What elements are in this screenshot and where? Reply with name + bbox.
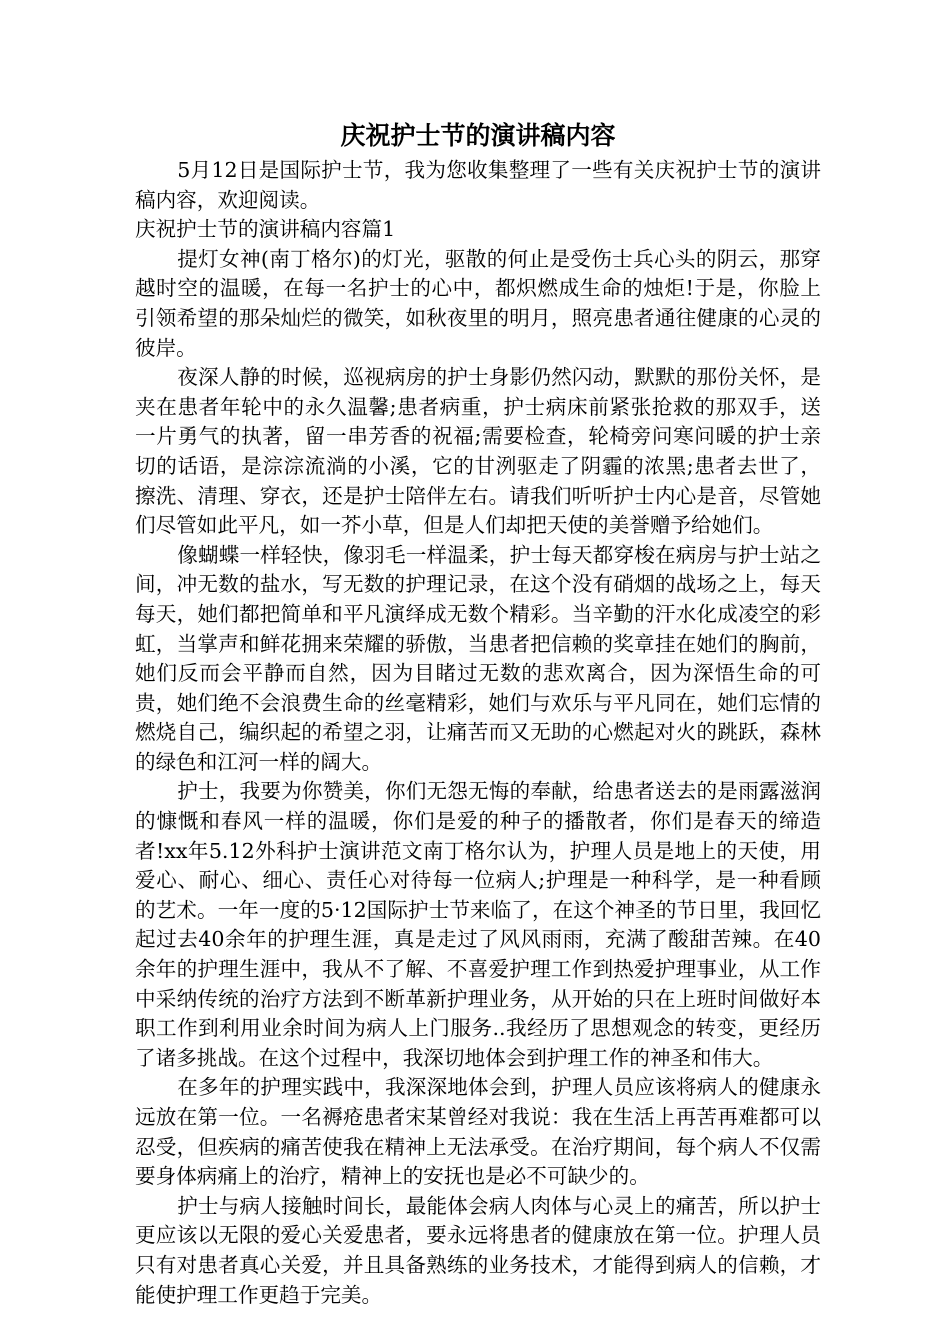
body-paragraph-2: 夜深人静的时候，巡视病房的护士身影仍然闪动，默默的那份关怀，是夹在患者年轮中的永久温馨;患者病重，护士病床前紧张抢救的那双手，送一片勇气的执著，留一串芳香的祝福;需要检查，轮椅旁问寒问暖的护士亲切的话语，是淙淙流淌的小溪，它的甘洌驱走了阴霾的浓黑;患者去世了，擦洗、清理、穿衣，还是护士陪伴左右。请我们听听护士内心是音，尽管她们尽管如此平凡，如一芥小草，但是人们却把天使的美誉赠予给她们。	[135, 365, 821, 538]
body-paragraph-1: 提灯女神(南丁格尔)的灯光，驱散的何止是受伤士兵心头的阴云，那穿越时空的温暖，在每一名护士的心中，都炽燃成生命的烛炬!于是，你脸上引领希望的那朵灿烂的微笑，如秋夜里的明月，照亮患者通往健康的心灵的彼岸。	[135, 246, 821, 360]
intro-paragraph: 5月12日是国际护士节，我为您收集整理了一些有关庆祝护士节的演讲稿内容，欢迎阅读。	[135, 158, 821, 212]
section-heading: 庆祝护士节的演讲稿内容篇1	[135, 217, 396, 242]
document-page	[135, 116, 821, 1310]
body-paragraph-3: 像蝴蝶一样轻快，像羽毛一样温柔，护士每天都穿梭在病房与护士站之间，冲无数的盐水，写无数的护理记录，在这个没有硝烟的战场之上，每天每天，她们都把简单和平凡演绎成无数个精彩。当辛勤的汗水化成凌空的彩虹，当掌声和鲜花拥来荣耀的骄傲，当患者把信赖的奖章挂在她们的胸前，她们反而会平静而自然，因为目睹过无数的悲欢离合，因为深悟生命的可贵，她们绝不会浪费生命的丝毫精彩，她们与欢乐与平凡同在，她们忘情的燃烧自己，编织起的希望之羽，让痛苦而又无助的心燃起对火的跳跃，森林的绿色和江河一样的阔大。	[135, 542, 821, 774]
body-paragraph-6: 护士与病人接触时间长，最能体会病人肉体与心灵上的痛苦，所以护士更应该以无限的爱心关爱患者，要永远将患者的健康放在第一位。护理人员只有对患者真心关爱，并且具备熟练的业务技术，才能得到病人的信赖，才能使护理工作更趋于完美。	[135, 1193, 821, 1307]
body-paragraph-5: 在多年的护理实践中，我深深地体会到，护理人员应该将病人的健康永远放在第一位。一名褥疮患者宋某曾经对我说：我在生活上再苦再难都可以忍受，但疾病的痛苦使我在精神上无法承受。在治疗期间，每个病人不仅需要身体病痛上的治疗，精神上的安抚也是必不可缺少的。	[135, 1075, 821, 1189]
document-title: 庆祝护士节的演讲稿内容	[340, 121, 616, 150]
body-paragraph-4: 护士，我要为你赞美，你们无怨无悔的奉献，给患者送去的是雨露滋润的慷慨和春风一样的温暖，你们是爱的种子的播散者，你们是春天的缔造者!xx年5.12外科护士演讲范文南丁格尔认为，护理人员是地上的天使，用爱心、耐心、细心、责任心对待每一位病人;护理是一种科学，是一种看顾的艺术。一年一度的5·12国际护士节来临了，在这个神圣的节日里，我回忆起过去40余年的护理生涯，真是走过了风风雨雨，充满了酸甜苦辣。在40余年的护理生涯中，我从不了解、不喜爱护理工作到热爱护理事业，从工作中采纳传统的治疗方法到不断革新护理业务，从开始的只在上班时间做好本职工作到利用业余时间为病人上门服务..我经历了思想观念的转变，更经历了诸多挑战。在这个过程中，我深切地体会到护理工作的神圣和伟大。	[135, 779, 821, 1070]
